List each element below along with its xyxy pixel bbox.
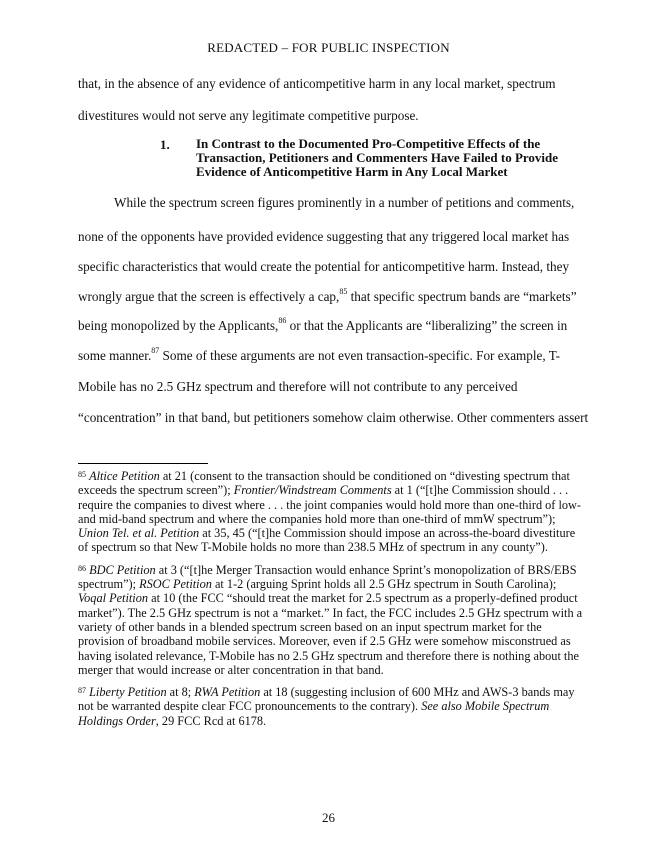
footnote-number: 85 bbox=[78, 470, 86, 479]
paragraph-line-3: specific characteristics that would create the potential for anticompetitive harm. Instead, they bbox=[78, 259, 570, 274]
footnote-number: 87 bbox=[78, 686, 86, 696]
section-title-line-2: Transaction, Petitioners and Commenters Have Failed to Provide bbox=[196, 150, 559, 165]
page-number: 26 bbox=[322, 810, 335, 825]
footnote-ref-85[interactable]: 85 bbox=[339, 287, 348, 296]
intro-line-1: that, in the absence of any evidence of anticompetitive harm in any local market, spectrum bbox=[78, 76, 556, 91]
paragraph-line-1: While the spectrum screen figures prominently in a number of petitions and comments, bbox=[114, 195, 575, 210]
footnote-85: $^{85}$ Altice Petition at 21 (consent to the transaction should be conditioned on “divesting spectrum that exceeds the spectrum screen”); Frontier/Windstream Comments at 1 (“[t]he Commission should . . . require the companies to divest where . . . the joint companies would hold more than one-third of low- and mid-band spectrum and where the companies hold more than one-third of mmW spectrum”); Union Tel. et al. Petition at 35, 45 (“[t]he Commission should impose an across-the-board divestiture of spectrum so that New T-Mobile holds no more than 238.5 MHz of spectrum in any county”). bbox=[78, 469, 582, 555]
footnote-86: $^{86}$ BDC Petition at 3 (“[t]he Merger Transaction would enhance Sprint’s monopolization of BRS/EBS spectrum”); RSOC Petition at 1-2 (arguing Sprint holds all 2.5 GHz spectrum in South Carolina); Voqal Petition at 10 (the FCC “should treat the market for 2.5 spectrum as a properly-defined product market”). The 2.5 GHz spectrum is not a “market.” In fact, the FCC includes 2.5 GHz spectrum with a variety of other bands in a blended spectrum screen based on an input spectrum market for the provision of broadband mobile services. Moreover, even if 2.5 GHz were somehow misconstrued as having isolated relevance, T-Mobile has no 2.5 GHz spectrum and therefore there is nothing about the merger that would increase or alter concentration in that band. bbox=[78, 562, 583, 677]
paragraph-line-5: being monopolized by the Applicants,$^{86}$ or that the Applicants are “liberalizing” the screen in bbox=[78, 316, 568, 333]
section-title bbox=[196, 137, 596, 179]
footnote-number: 86 bbox=[78, 563, 86, 573]
footnote-ref-87[interactable]: 87 bbox=[151, 346, 160, 355]
footnote-ref-86[interactable]: 86 bbox=[278, 316, 287, 325]
section-title-line-3: Evidence of Anticompetitive Harm in Any Local Market bbox=[196, 164, 508, 179]
section-title-line-1: In Contrast to the Documented Pro-Competitive Effects of the bbox=[196, 136, 541, 151]
footnote-87: $^{87}$ Liberty Petition at 8; RWA Petition at 18 (suggesting inclusion of 600 MHz and AWS-3 bands may not be warranted despite clear FCC pronouncements to the contrary). See also Mobile Spectrum Holdings Order, 29 FCC Rcd at 6178. bbox=[78, 685, 575, 728]
intro-line-2: divestitures would not serve any legitimate competitive purpose. bbox=[78, 108, 419, 123]
paragraph-line-4: wrongly argue that the screen is effectively a cap,$^{85}$ that specific spectrum bands are “markets” bbox=[78, 287, 577, 304]
paragraph-line-2: none of the opponents have provided evidence suggesting that any triggered local market has bbox=[78, 229, 570, 244]
footnote-divider bbox=[78, 463, 208, 464]
paragraph-line-7: Mobile has no 2.5 GHz spectrum and therefore will not contribute to any perceived bbox=[78, 379, 518, 394]
paragraph-line-6: some manner.$^{87}$ Some of these arguments are not even transaction-specific. For example, T- bbox=[78, 346, 561, 363]
section-number: 1. bbox=[160, 137, 170, 152]
paragraph-line-8: “concentration” in that band, but petitioners somehow claim otherwise. Other commenters assert bbox=[78, 410, 589, 425]
footnotes bbox=[78, 469, 583, 736]
redaction-header: REDACTED – FOR PUBLIC INSPECTION bbox=[207, 40, 450, 55]
